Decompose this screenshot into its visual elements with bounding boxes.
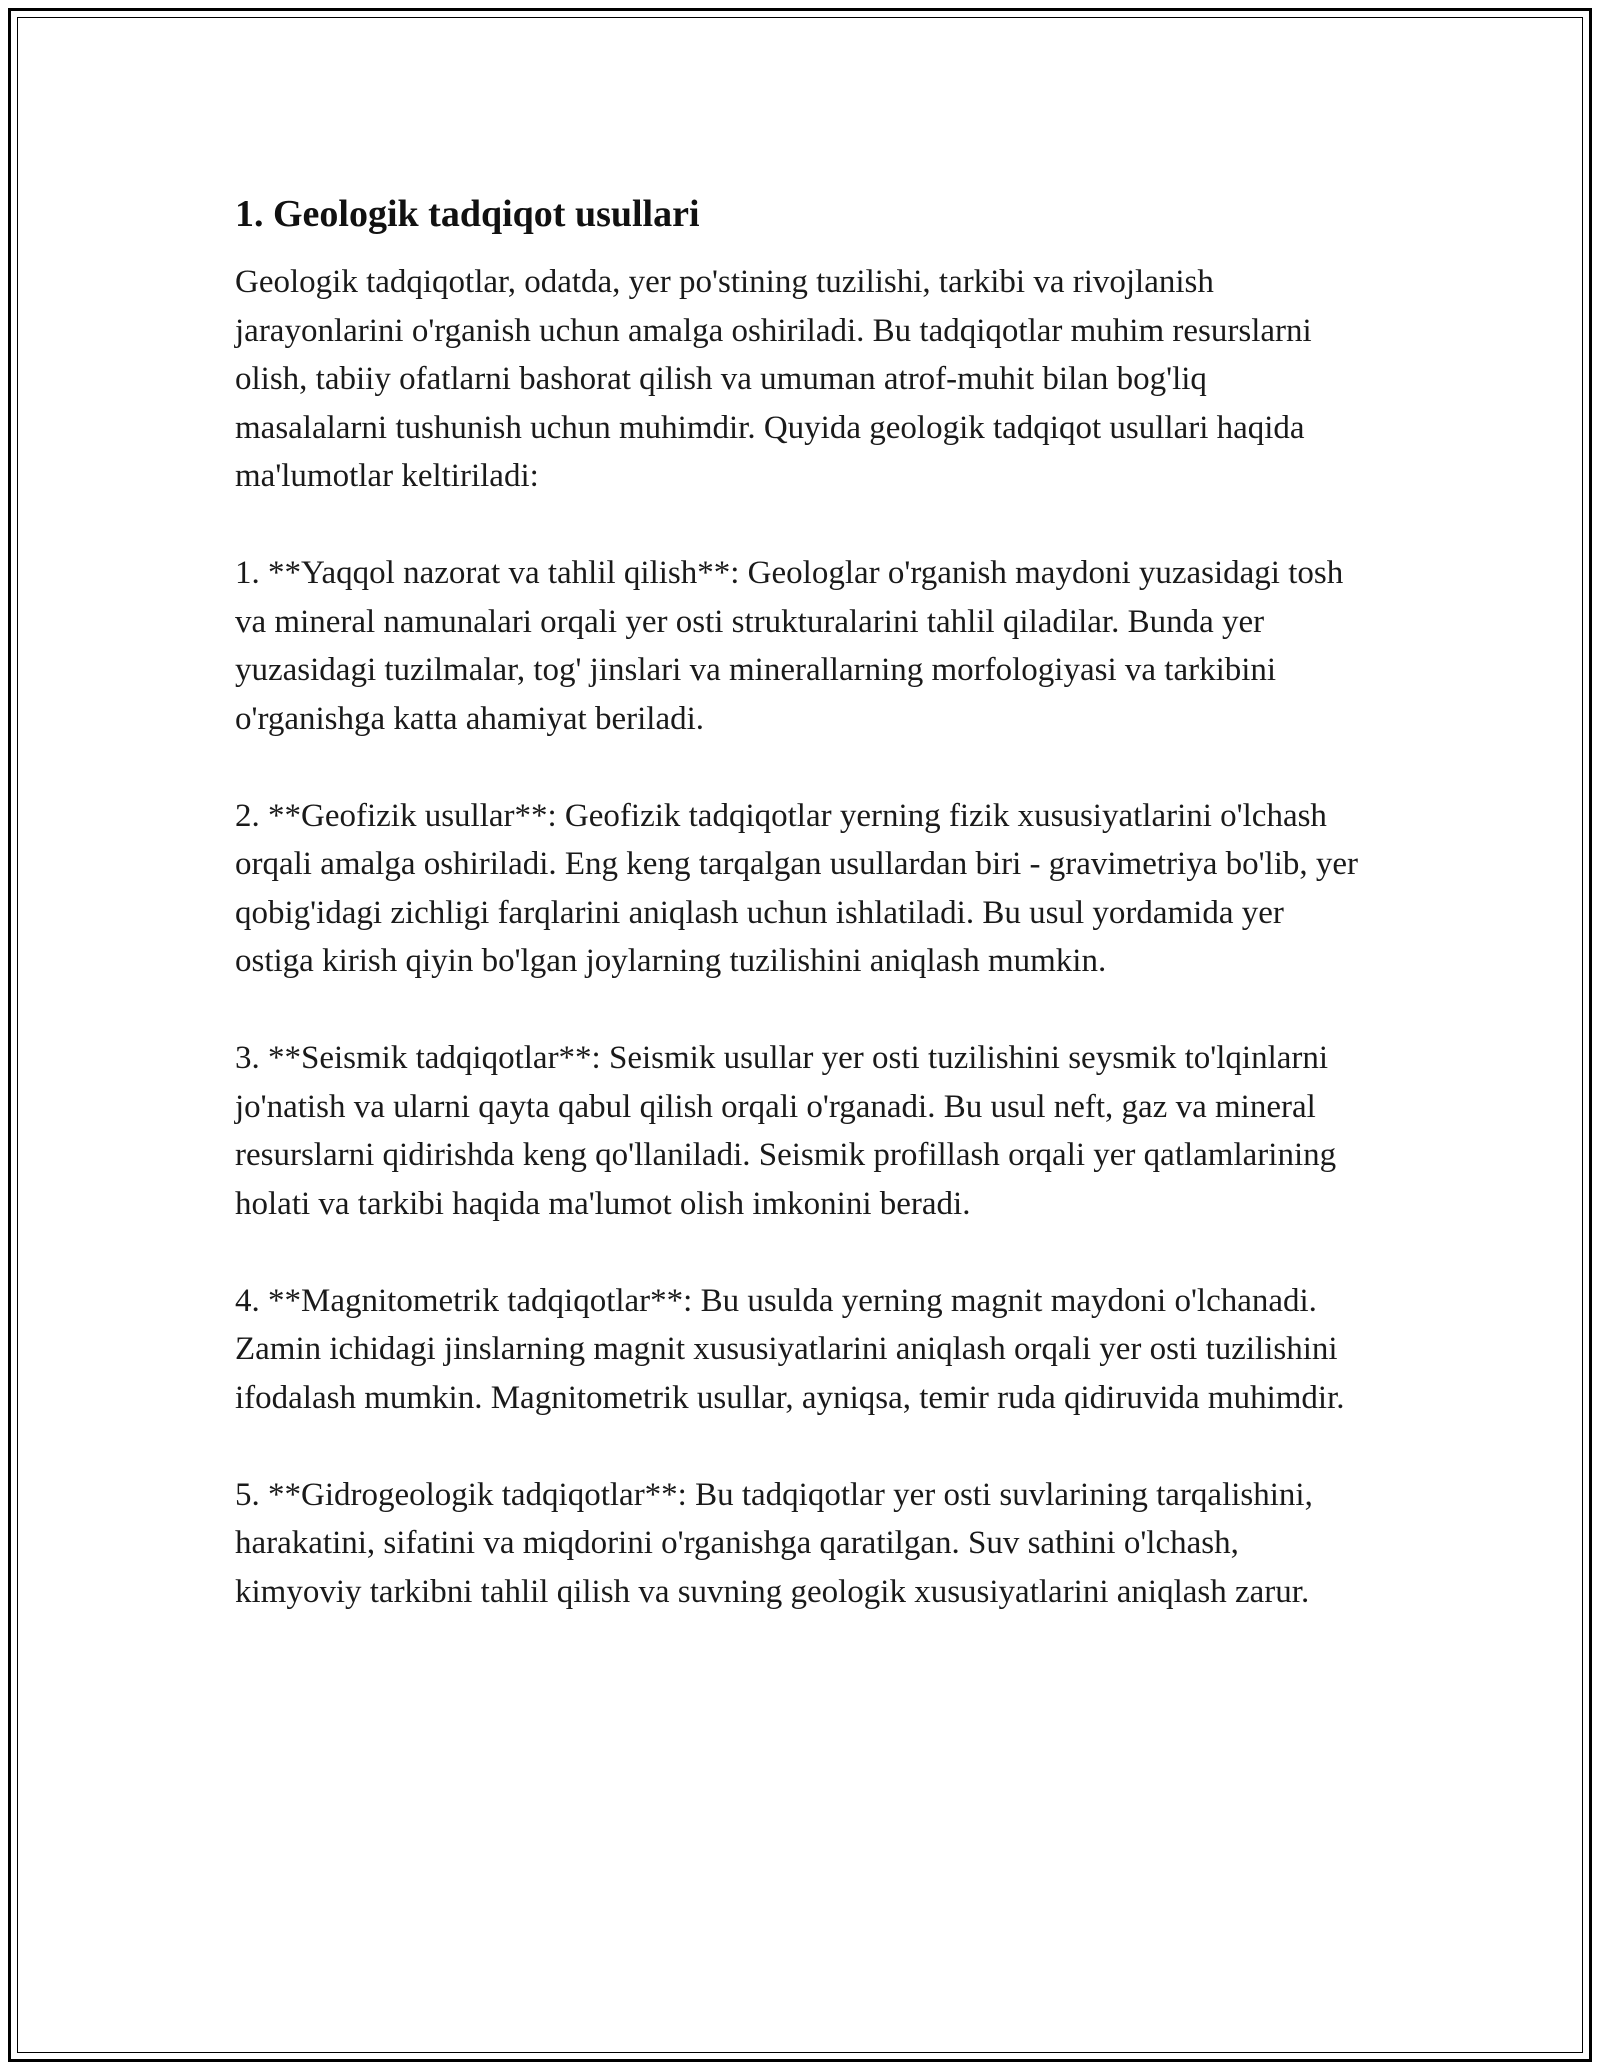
method-paragraph-4: 4. **Magnitometrik tadqiqotlar**: Bu usulda yerning magnit maydoni o'lchanadi. Zamin ichidagi jinslarning magnit xususiyatlarini aniqlash orqali yer osti tuzilishini ifodalash mumkin. Magnitometrik usullar, ayniqsa, temir ruda qidiruvida muhimdir. xyxy=(235,1282,1345,1416)
section-title: 1. Geologik tadqiqot usullari xyxy=(235,193,700,235)
method-paragraph-5: 5. **Gidrogeologik tadqiqotlar**: Bu tadqiqotlar yer osti suvlarining tarqalishini, harakatini, sifatini va miqdorini o'rganishga qaratilgan. Suv sathini o'lchash, kimyoviy tarkibni tahlil qilish va suvning geologik xususiyatlarini aniqlash zarur. xyxy=(235,1476,1313,1610)
intro-paragraph: Geologik tadqiqotlar, odatda, yer po'stining tuzilishi, tarkibi va rivojlanish jarayonlarini o'rganish uchun amalga oshiriladi. Bu tadqiqotlar muhim resurslarni olish, tabiiy ofatlarni bashorat qilish va umuman atrof-muhit bilan bog'liq masalalarni tushunish uchun muhimdir. Quyida geologik tadqiqot usullari haqida ma'lumotlar keltiriladi: xyxy=(235,264,1312,494)
method-paragraph-2: 2. **Geofizik usullar**: Geofizik tadqiqotlar yerning fizik xususiyatlarini o'lchash orqali amalga oshiriladi. Eng keng tarqalgan usullardan biri - gravimetriya bo'lib, yer qobig'idagi zichligi farqlarini aniqlash uchun ishlatiladi. Bu usul yordamida yer ostiga kirish qiyin bo'lgan joylarning tuzilishini aniqlash mumkin. xyxy=(235,797,1359,979)
method-paragraph-3: 3. **Seismik tadqiqotlar**: Seismik usullar yer osti tuzilishini seysmik to'lqinlarni jo'natish va ularni qayta qabul qilish orqali o'rganadi. Bu usul neft, gaz va mineral resurslarni qidirishda keng qo'llaniladi. Seismik profillash orqali yer qatlamlarining holati va tarkibi haqida ma'lumot olish imkonini beradi. xyxy=(235,1040,1337,1222)
document-body xyxy=(235,190,1360,1665)
method-paragraph-1: 1. **Yaqqol nazorat va tahlil qilish**: Geologlar o'rganish maydoni yuzasidagi tosh va mineral namunalari orqali yer osti strukturalarini tahlil qiladilar. Bunda yer yuzasidagi tuzilmalar, tog' jinslari va minerallarning morfologiyasi va tarkibini o'rganishga katta ahamiyat beriladi. xyxy=(235,555,1344,737)
